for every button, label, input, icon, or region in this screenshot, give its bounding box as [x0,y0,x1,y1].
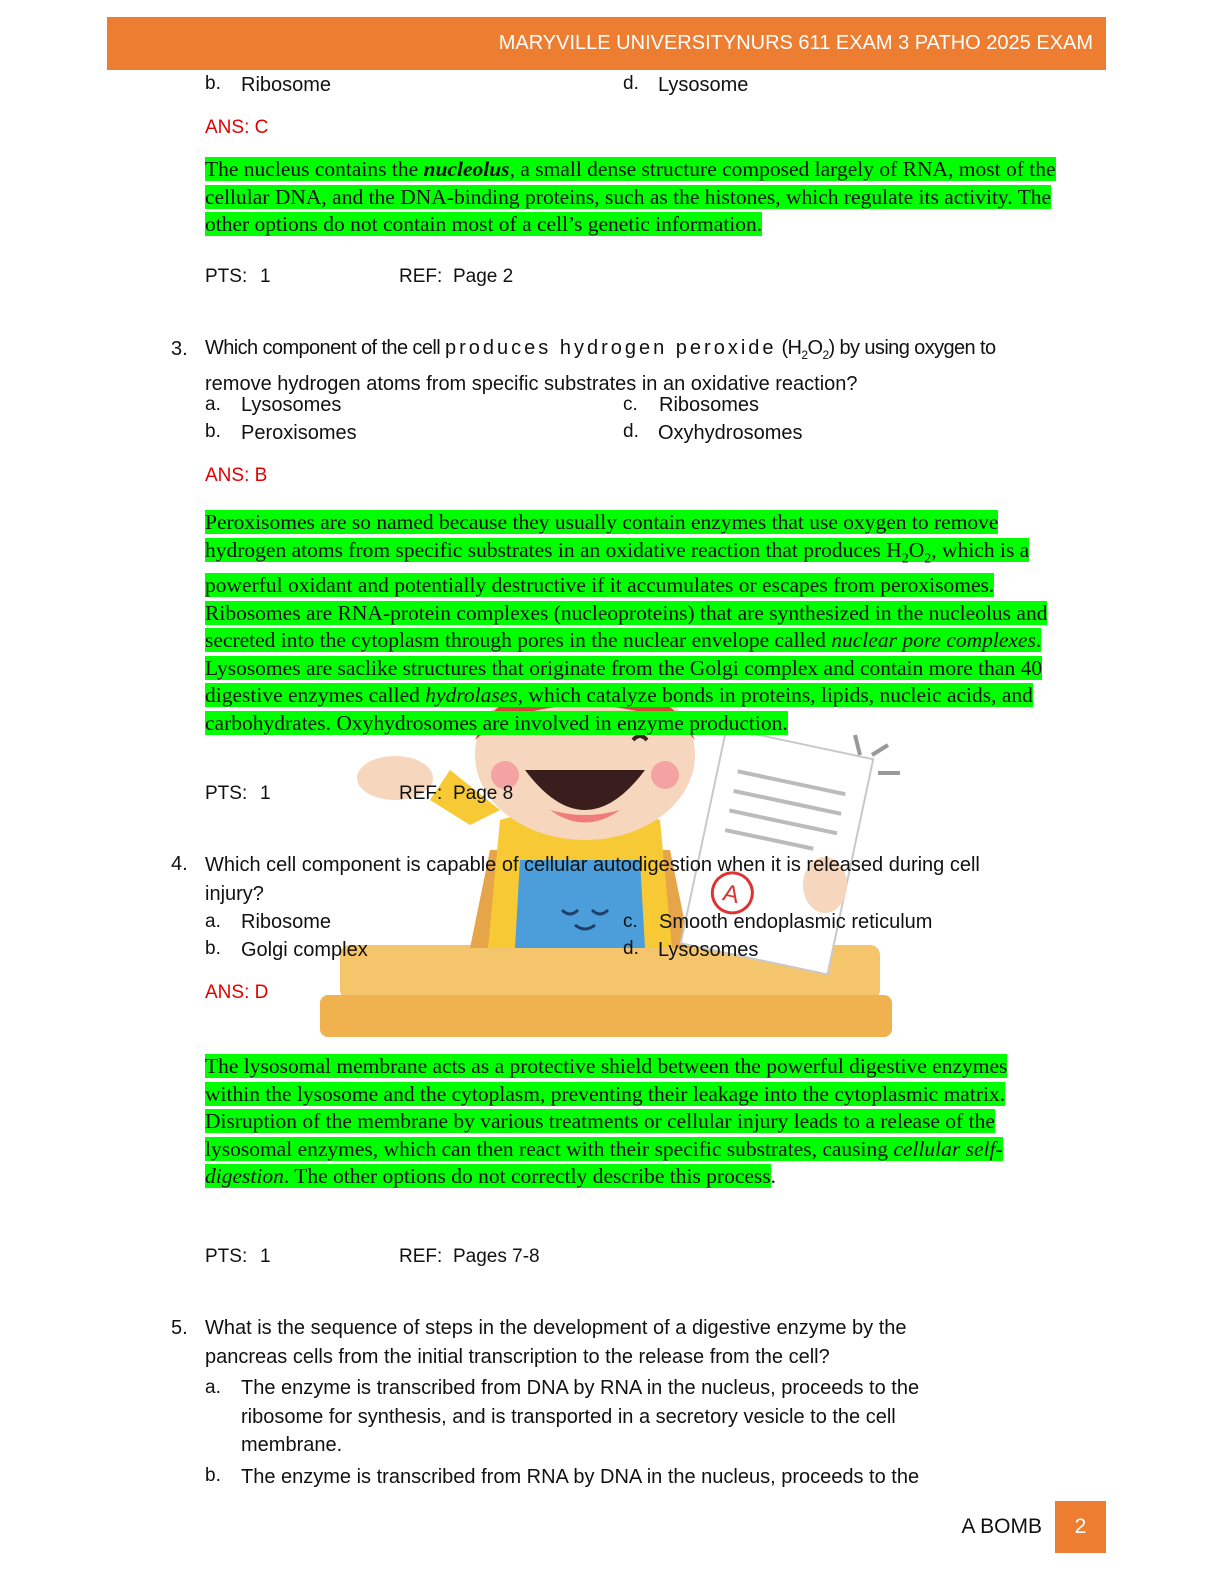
page-number-value: 2 [1074,1515,1087,1538]
answer-key: ANS: C [205,117,269,138]
reference-label: REF: [399,783,443,804]
option-text: Peroxisomes [241,422,357,444]
points-value: 1 [260,266,271,287]
footer-brand: A BOMB [961,1515,1042,1538]
option-letter: a. [205,394,221,415]
option-text: Golgi complex [241,939,368,961]
option-text: Ribosomes [659,394,760,416]
points-label: PTS: [205,1246,248,1267]
page-header [107,17,1106,70]
question-text: Which component of the cell produces hydrogen peroxide $(H_2O_2)$ by using oxygen to remove hydrogen atoms from specific substrates in an oxidative reaction? [205,337,996,395]
option-text: Lysosome [658,74,749,96]
option-letter: b. [205,73,221,94]
option-letter: a. [205,911,221,932]
option-letter: b. [205,938,221,959]
option-letter: c. [623,394,638,415]
option-text: Ribosome [241,74,332,96]
reference-value: Pages 7-8 [453,1246,540,1267]
explanation: Peroxisomes are so named because they usually contain enzymes that use oxygen to remove hydrogen atoms from specific substrates in an oxidative reaction that produces $H_2O_2$, which is a powerful oxidant and potentially destructive if it accumulates or escapes from peroxisomes. Ribosomes are RNA-protein complexes (nucleoproteins) that are synthesized in the nucleolus and secreted into the cytoplasm through pores in the nuclear envelope called nuclear pore complexes. Lysosomes are saclike structures that originate from the Golgi complex and contain more than 40 digestive enzymes called hydrolases, which catalyze bonds in proteins, lipids, nucleic acids, and carbohydrates. Oxyhydrosomes are involved in enzyme production. [205,510,1048,735]
desk-front [320,995,892,1037]
svg-text:A: A [720,879,742,910]
option-letter: d. [623,938,639,959]
reference-value: Page 8 [453,783,514,804]
option-text: The enzyme is transcribed from RNA by DNA in the nucleus, proceeds to the [241,1466,920,1488]
question-number: 3. [171,338,188,360]
page-number [1055,1501,1106,1553]
header-title: MARYVILLE UNIVERSITYNURS 611 EXAM 3 PATHO 2025 EXAM [498,32,1093,54]
option-letter: b. [205,1465,221,1486]
question-text: What is the sequence of steps in the development of a digestive enzyme by the pancreas cells from the initial transcription to the release from the cell? [205,1317,907,1368]
reference-label: REF: [399,266,443,287]
question-text: Which cell component is capable of cellular autodigestion when it is released during cell injury? [205,854,980,905]
explanation: The lysosomal membrane acts as a protective shield between the powerful digestive enzymes within the lysosome and the cytoplasm, preventing their leakage into the cytoplasmic matrix. Disruption of the membrane by various treatments or cellular injury leads to a release of the lysosomal enzymes, which can then react with their specific substrates, causing cellular self-digestion. The other options do not correctly describe this process. [205,1054,1008,1188]
option-text: The enzyme is transcribed from DNA by RNA in the nucleus, proceeds to the ribosome for synthesis, and is transported in a secretory vesicle to the cell membrane. [241,1377,920,1456]
points-value: 1 [260,783,271,804]
question-number: 5. [171,1317,188,1339]
answer-key: ANS: B [205,465,268,486]
option-text: Oxyhydrosomes [658,422,803,444]
points-label: PTS: [205,266,248,287]
option-letter: d. [623,73,639,94]
option-text: Lysosomes [658,939,759,961]
option-letter: b. [205,421,221,442]
points-label: PTS: [205,783,248,804]
option-text: Lysosomes [241,394,342,416]
explanation: The nucleus contains the nucleolus, a small dense structure composed largely of RNA, most of the cellular DNA, and the DNA-binding proteins, such as the histones, which regulate its activity. The other options do not contain most of a cell’s genetic information. [205,157,1056,236]
answer-key: ANS: D [205,982,269,1003]
option-letter: d. [623,421,639,442]
points-value: 1 [260,1246,271,1267]
question-number: 4. [171,853,188,875]
reference-value: Page 2 [453,266,514,287]
option-text: Smooth endoplasmic reticulum [659,911,933,933]
reference-label: REF: [399,1246,443,1267]
option-letter: a. [205,1377,221,1398]
option-letter: c. [623,911,638,932]
option-text: Ribosome [241,911,332,933]
